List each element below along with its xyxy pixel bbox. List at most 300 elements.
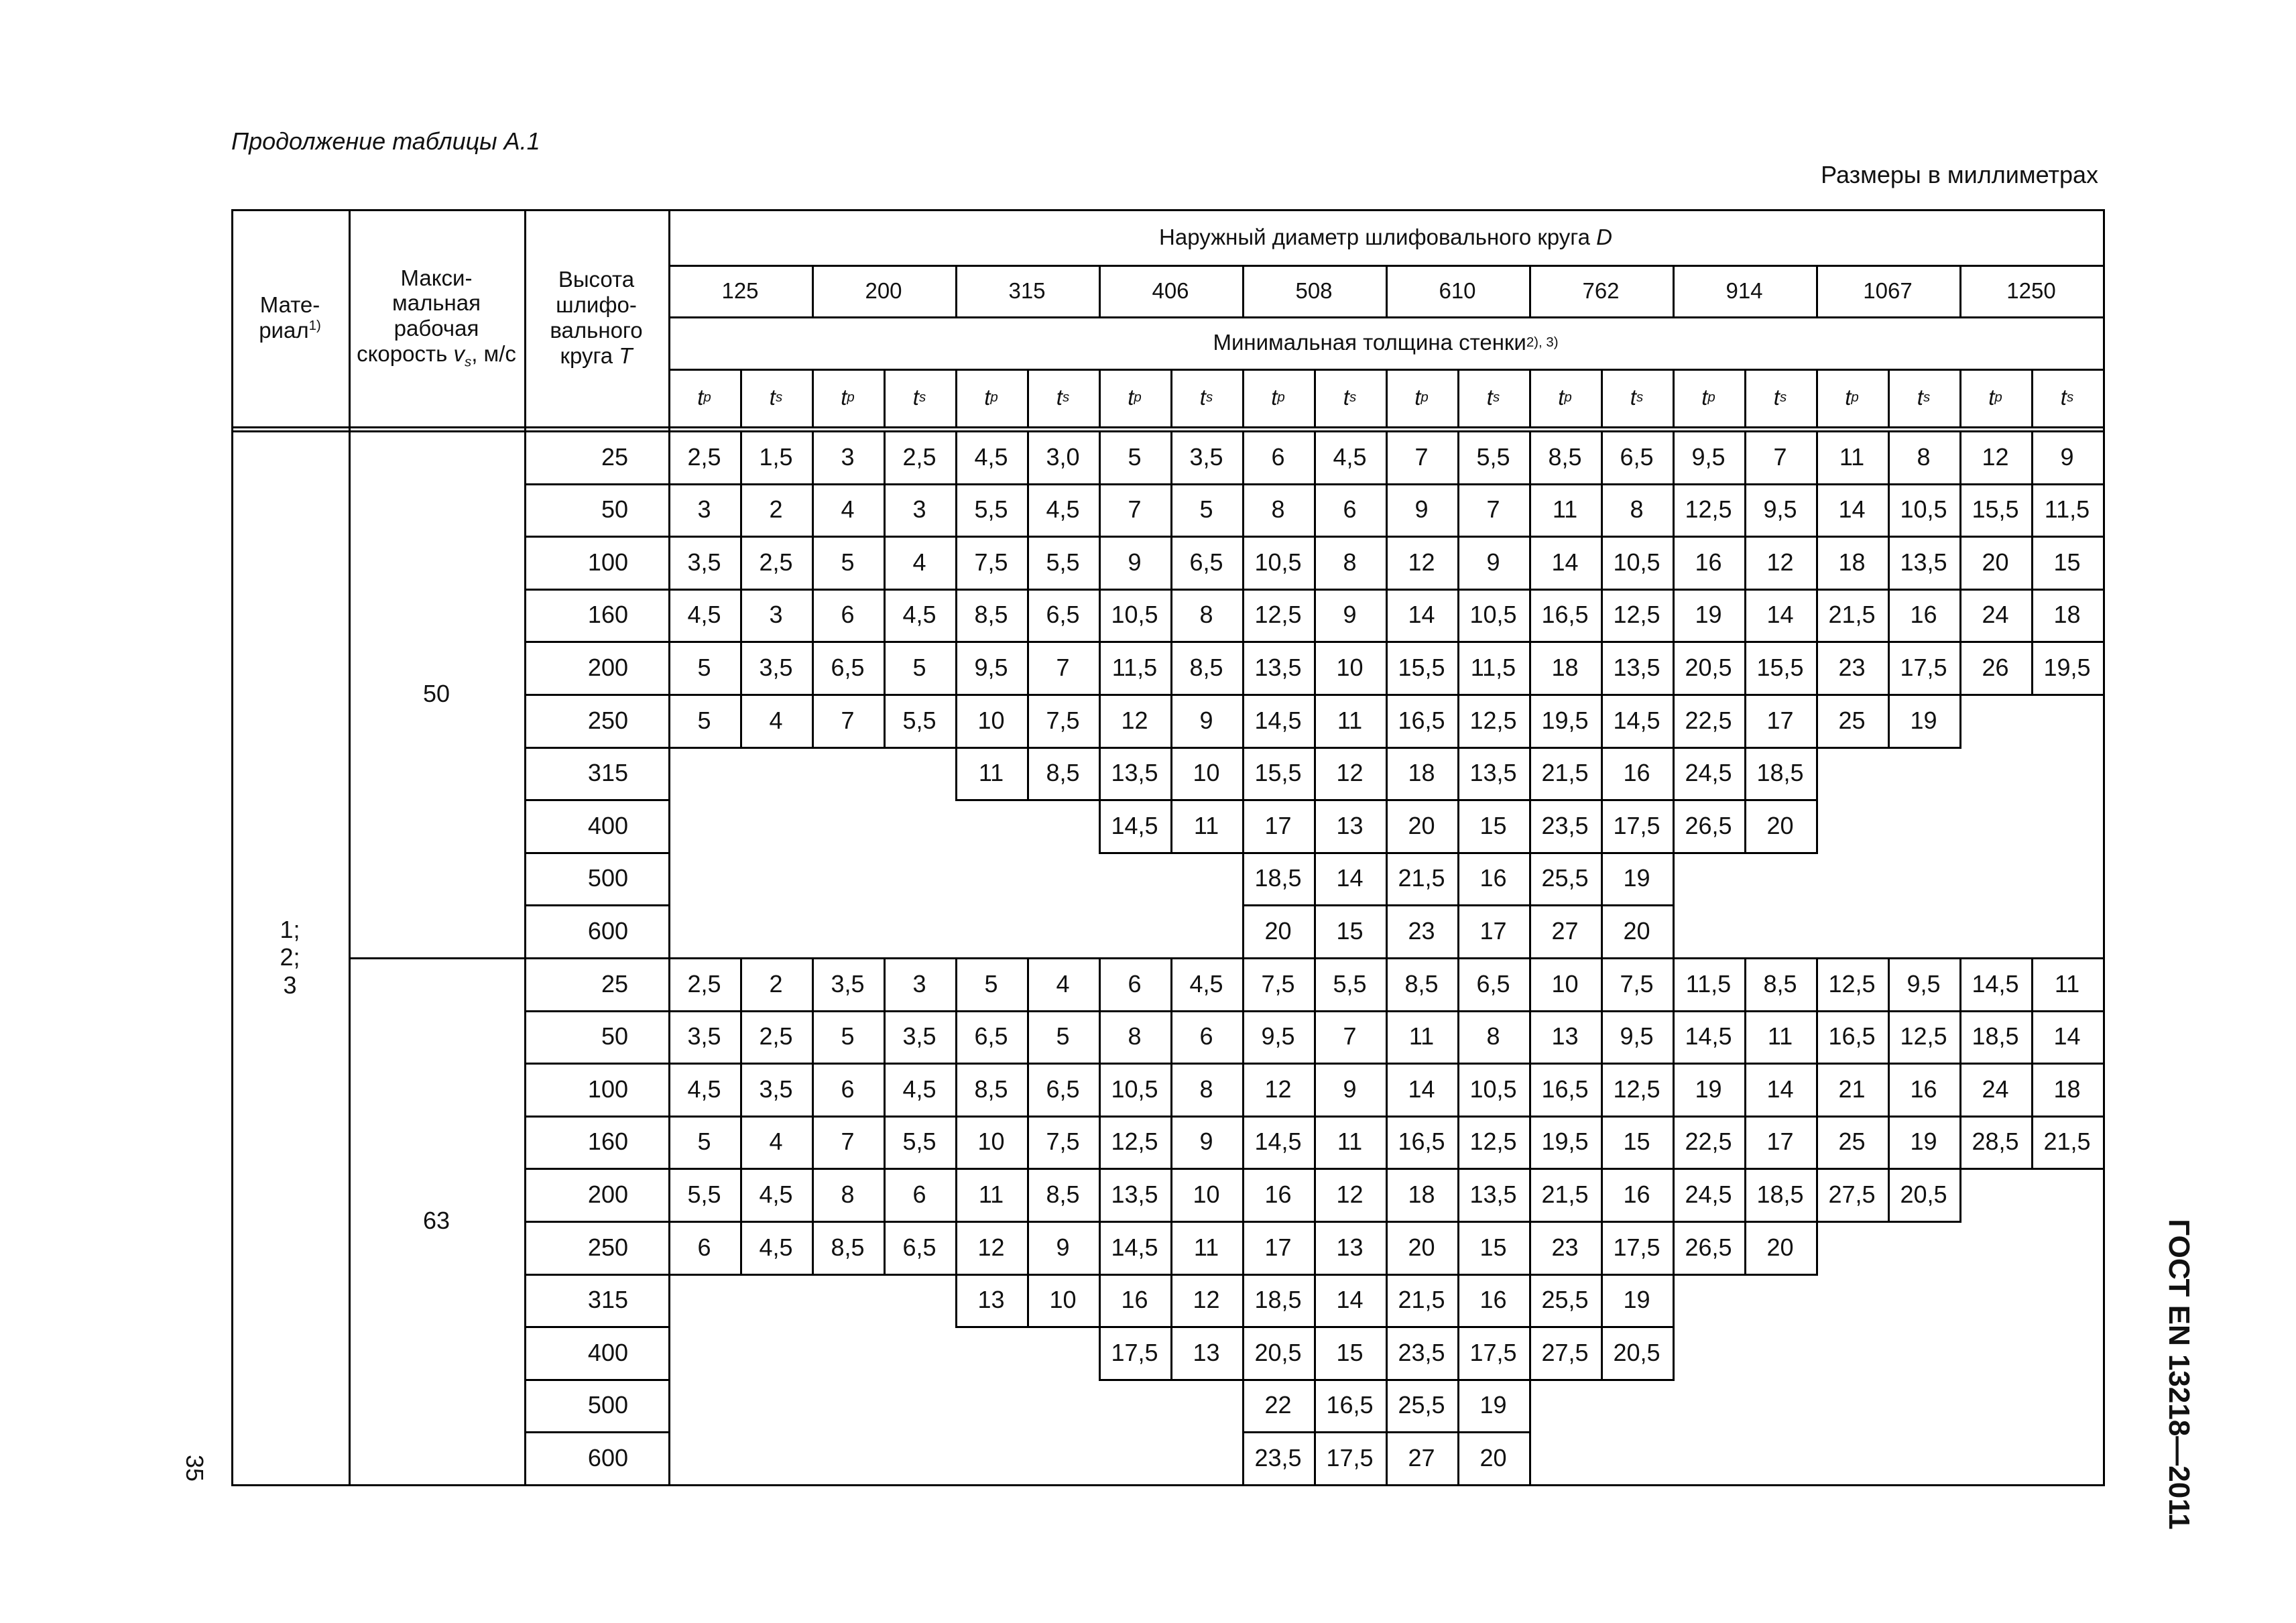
row-rule [812, 430, 886, 432]
cell-rule [1744, 799, 1746, 854]
cell-rule [1242, 1063, 1244, 1118]
diameter-value-text: 1067 [1863, 278, 1913, 303]
row-rule [668, 483, 742, 485]
tp-value-cell [1099, 1221, 1170, 1274]
diameter-value-text: 914 [1726, 278, 1763, 303]
row-rule [1529, 1379, 1603, 1381]
thickness-value: 6 [841, 1075, 855, 1103]
cell-rule [1386, 957, 1388, 1012]
thickness-value: 15,5 [1756, 653, 1804, 681]
thickness-value: 11 [978, 759, 1004, 787]
row-rule [1027, 1326, 1101, 1328]
tp-value-cell [1242, 1168, 1314, 1221]
row-rule [1959, 430, 2033, 432]
cell-rule [884, 430, 886, 485]
thickness-value: 13,5 [1469, 759, 1517, 787]
tp-value-cell [1959, 589, 2031, 642]
header-diameter-value [668, 265, 812, 316]
cell-rule [668, 536, 670, 591]
thickness-value: 11,5 [1470, 653, 1516, 681]
cell-rule [812, 1168, 814, 1223]
ts-value-cell [1744, 1168, 1816, 1221]
cell-rule [1099, 799, 1101, 854]
cell-rule [2103, 957, 2105, 1012]
row-rule [1529, 1010, 1603, 1012]
thickness-value: 11 [1337, 706, 1363, 734]
thickness-value: 16 [1623, 759, 1650, 787]
cell-rule [1314, 1221, 1316, 1276]
thickness-value: 13 [1193, 1338, 1220, 1366]
speed-value: 63 [422, 1207, 450, 1235]
ts-value-cell [1314, 1010, 1386, 1063]
ts-value-cell [1457, 589, 1529, 642]
cell-rule [1673, 852, 1675, 907]
thickness-value: 6 [697, 1233, 711, 1261]
ts-value-cell [1888, 430, 1959, 483]
row-rule [1314, 1116, 1388, 1118]
thickness-value: 6,5 [902, 1233, 936, 1261]
tp-value-cell [955, 1063, 1027, 1116]
header-height-line: круга [560, 343, 613, 368]
tp-value-cell [1959, 1063, 2031, 1116]
thickness-value: 27 [1408, 1443, 1435, 1471]
row-rule [1529, 1221, 1603, 1223]
thickness-value: 21 [1838, 1075, 1866, 1103]
row-rule [1099, 1221, 1172, 1223]
thickness-value: 23 [1838, 653, 1866, 681]
ts-value-cell [1601, 1010, 1673, 1063]
thickness-value: 8,5 [1404, 969, 1439, 998]
ts-value-cell [1744, 1116, 1816, 1168]
thickness-value: 12,5 [1900, 1022, 1947, 1050]
thickness-value: 20 [1408, 811, 1435, 839]
row-rule [812, 1168, 886, 1170]
cell-rule [1027, 1010, 1029, 1065]
sub-column-divider [1744, 369, 1746, 426]
ts-value-cell [1601, 1274, 1673, 1327]
cell-rule [812, 641, 814, 696]
thickness-value: 6 [912, 1180, 926, 1208]
row-rule [740, 430, 814, 432]
ts-value-cell [1170, 799, 1242, 852]
tp-value-cell [1816, 641, 1888, 694]
row-rule [1170, 1379, 1244, 1381]
row-rule [812, 641, 886, 643]
thickness-symbol: t [1701, 385, 1708, 410]
thickness-symbol: t [697, 385, 704, 410]
tp-value-cell [1673, 1221, 1744, 1274]
row-rule [1673, 1010, 1746, 1012]
row-rule [1457, 904, 1531, 906]
cell-rule [1314, 1168, 1316, 1223]
ts-value-cell [884, 641, 955, 694]
cell-rule [1888, 957, 1890, 1012]
ts-value-cell [1601, 641, 1673, 694]
cell-rule [1529, 1168, 1531, 1223]
tp-value-cell [1529, 483, 1601, 536]
header-ts [1027, 369, 1099, 426]
ts-value-cell [1601, 957, 1673, 1010]
cell-rule [884, 1116, 886, 1170]
cell-rule [1099, 1063, 1101, 1118]
ts-value-cell [1601, 536, 1673, 589]
row-rule [1673, 694, 1746, 696]
row-rule [668, 1116, 742, 1118]
thickness-value: 16,5 [1398, 1128, 1445, 1156]
tp-value-cell [812, 1168, 884, 1221]
thickness-value: 10 [1193, 759, 1220, 787]
row-rule [1601, 1010, 1675, 1012]
ts-value-cell [1888, 1010, 1959, 1063]
cell-rule [1242, 536, 1244, 591]
cell-rule [1816, 641, 1818, 696]
thickness-value: 5 [1056, 1022, 1070, 1050]
cell-rule [1242, 904, 1244, 959]
thickness-index: p [847, 389, 855, 406]
ts-value-cell [740, 1221, 812, 1274]
cell-rule [1744, 694, 1746, 749]
thickness-value: 20 [1264, 916, 1292, 945]
thickness-value: 20,5 [1900, 1180, 1947, 1208]
header-tp [1099, 369, 1170, 426]
tp-value-cell [812, 1221, 884, 1274]
cell-rule [1170, 957, 1172, 1012]
ts-value-cell [884, 536, 955, 589]
tp-value-cell [1099, 1063, 1170, 1116]
row-rule [1529, 799, 1603, 801]
thickness-value: 5,5 [974, 495, 1008, 524]
ts-value-cell [1457, 641, 1529, 694]
ts-value-cell [1744, 957, 1816, 1010]
row-rule [524, 904, 668, 906]
thickness-index: s [1492, 389, 1500, 406]
sub-column-divider [1027, 369, 1029, 426]
thickness-value: 12,5 [1469, 706, 1517, 734]
tp-value-cell [812, 536, 884, 589]
header-tp [955, 369, 1027, 426]
tp-value-cell [668, 1010, 740, 1063]
cell-rule [812, 1063, 814, 1118]
cell-rule [1673, 430, 1675, 485]
ts-value-cell [1170, 957, 1242, 1010]
cell-rule [1601, 483, 1603, 538]
ts-value-cell [740, 1063, 812, 1116]
row-rule [1242, 1168, 1316, 1170]
row-rule [1673, 483, 1746, 485]
cell-rule [884, 641, 886, 696]
row-rule [1314, 536, 1388, 538]
cell-rule [1601, 852, 1603, 907]
tp-value-cell [1386, 747, 1457, 800]
cell-rule [1170, 641, 1172, 696]
tp-value-cell [1386, 1168, 1457, 1221]
row-rule [955, 1274, 1029, 1276]
cell-rule [1027, 694, 1029, 749]
row-rule [1242, 536, 1316, 538]
ts-value-cell [1027, 1010, 1099, 1063]
header-diameter-value [812, 265, 955, 316]
row-rule [1099, 483, 1172, 485]
row-rule [812, 483, 886, 485]
cell-rule [1314, 957, 1316, 1012]
cell-rule [1529, 536, 1531, 591]
ts-value-cell [884, 1168, 955, 1221]
header-height [524, 209, 668, 426]
row-rule [1242, 957, 1316, 959]
ts-value-cell [1314, 747, 1386, 800]
row-rule [524, 641, 668, 643]
ts-value-cell [884, 589, 955, 642]
row-rule [2031, 1168, 2105, 1170]
row-rule [884, 1116, 957, 1118]
cell-rule [1027, 430, 1029, 485]
thickness-value: 8,5 [1763, 969, 1797, 998]
cell-rule [1099, 1168, 1101, 1223]
tp-value-cell [812, 694, 884, 747]
ts-value-cell [740, 536, 812, 589]
row-rule [524, 1274, 668, 1276]
cell-rule [1888, 589, 1890, 644]
thickness-value: 11 [1839, 442, 1865, 471]
tp-value-cell [1673, 430, 1744, 483]
cell-rule [1673, 1326, 1675, 1381]
row-rule [524, 852, 668, 854]
cell-rule [1170, 694, 1172, 749]
thickness-value: 8 [1199, 1075, 1213, 1103]
cell-rule [1386, 904, 1388, 959]
row-rule [2031, 694, 2105, 696]
cell-rule [1601, 536, 1603, 591]
thickness-value: 3 [841, 442, 855, 471]
ts-value-cell [1888, 694, 1959, 747]
cell-rule [1242, 957, 1244, 1012]
cell-rule [1242, 430, 1244, 485]
ts-value-cell [1170, 747, 1242, 800]
cell-rule [1027, 1274, 1029, 1329]
height-value: 400 [587, 1338, 628, 1366]
thickness-index: p [1707, 389, 1715, 406]
thickness-value: 18,5 [1254, 1286, 1302, 1314]
diameter-value-text: 508 [1295, 278, 1333, 303]
ts-value-cell [1744, 589, 1816, 642]
row-rule [1099, 1010, 1172, 1012]
row-rule [1027, 957, 1101, 959]
row-rule [1386, 1379, 1459, 1381]
cell-rule [1170, 1116, 1172, 1170]
thickness-value: 14 [1766, 601, 1794, 629]
thickness-value: 11 [1193, 1233, 1219, 1261]
tp-value-cell [1529, 641, 1601, 694]
thickness-value: 10,5 [1111, 601, 1158, 629]
thickness-value: 23,5 [1398, 1338, 1445, 1366]
cell-rule [1314, 536, 1316, 591]
header-tp [1673, 369, 1744, 426]
height-cell [524, 1431, 668, 1484]
sub-column-divider [1170, 369, 1172, 426]
header-diameter-label: Наружный диаметр шлифовального круга [1159, 224, 1590, 249]
ts-value-cell [1601, 852, 1673, 905]
cell-rule [1601, 904, 1603, 959]
thickness-value: 7 [1128, 495, 1142, 524]
thickness-value: 4,5 [1046, 495, 1080, 524]
table-bottom-border [231, 1484, 2105, 1486]
row-rule [668, 1168, 742, 1170]
cell-rule [1673, 1168, 1675, 1223]
diameter-divider [1816, 265, 1818, 316]
cell-rule [1673, 1221, 1675, 1276]
row-rule [1744, 1168, 1818, 1170]
thickness-value: 22,5 [1685, 706, 1732, 734]
thickness-value: 9,5 [1261, 1022, 1295, 1050]
thickness-value: 20 [1766, 811, 1794, 839]
row-rule [524, 1431, 668, 1433]
thickness-value: 12 [1336, 1180, 1364, 1208]
height-value: 500 [587, 1391, 628, 1419]
ts-value-cell [1888, 1063, 1959, 1116]
cell-rule [740, 1221, 742, 1276]
table-left-border [231, 209, 233, 1484]
thickness-value: 20 [1623, 916, 1650, 945]
thickness-value: 13,5 [1613, 653, 1660, 681]
row-rule [1027, 1274, 1101, 1276]
cell-rule [740, 589, 742, 644]
thickness-value: 3 [697, 495, 711, 524]
header-ts [1314, 369, 1386, 426]
cell-rule [812, 589, 814, 644]
diameter-value-text: 125 [721, 278, 759, 303]
ts-value-cell [1027, 536, 1099, 589]
row-rule [1457, 747, 1531, 749]
tp-value-cell [1099, 536, 1170, 589]
tp-value-cell [1673, 1168, 1744, 1221]
thickness-value: 17,5 [1111, 1338, 1158, 1366]
thickness-value: 10 [1049, 1286, 1077, 1314]
cell-rule [1744, 483, 1746, 538]
ts-value-cell [1457, 1379, 1529, 1432]
ts-value-cell [1601, 1168, 1673, 1221]
row-rule [1959, 957, 2033, 959]
thickness-value: 16 [1121, 1286, 1148, 1314]
cell-rule [955, 641, 957, 696]
row-rule [884, 694, 957, 696]
thickness-value: 23 [1551, 1233, 1579, 1261]
tp-value-cell [1386, 904, 1457, 957]
row-rule [1170, 536, 1244, 538]
height-cell [524, 957, 668, 1010]
cell-rule [1816, 1010, 1818, 1065]
cell-rule [812, 536, 814, 591]
cell-rule [1386, 1116, 1388, 1170]
row-rule [1027, 1116, 1101, 1118]
cell-rule [1386, 536, 1388, 591]
header-material-text [259, 292, 321, 343]
ts-value-cell [1314, 852, 1386, 905]
cell-rule [1673, 1010, 1675, 1065]
thickness-value: 4 [769, 1128, 783, 1156]
tp-value-cell [1099, 1168, 1170, 1221]
ts-value-cell [1027, 1221, 1099, 1274]
thickness-value: 20,5 [1613, 1338, 1660, 1366]
thickness-value: 2 [769, 969, 783, 998]
ts-value-cell [1744, 1221, 1816, 1274]
cell-rule [1529, 1221, 1531, 1276]
ts-value-cell [1601, 589, 1673, 642]
row-rule [668, 1221, 742, 1223]
tp-value-cell [955, 1274, 1027, 1327]
row-rule [1242, 1326, 1316, 1328]
height-cell [524, 1168, 668, 1221]
cell-rule [1099, 1221, 1101, 1276]
ts-value-cell [884, 1010, 955, 1063]
row-rule [1744, 1010, 1818, 1012]
height-cell [524, 430, 668, 483]
ts-value-cell [1744, 747, 1816, 800]
header-tp [1959, 369, 2031, 426]
tp-value-cell [1959, 430, 2031, 483]
row-rule [1673, 589, 1746, 591]
cell-rule [1673, 957, 1675, 1012]
thickness-value: 5 [1199, 495, 1213, 524]
ts-value-cell [1314, 1116, 1386, 1168]
cell-rule [1386, 799, 1388, 854]
cell-rule [1242, 799, 1244, 854]
cell-rule [668, 483, 670, 538]
cell-rule [1457, 536, 1459, 591]
thickness-value: 10 [977, 706, 1005, 734]
cell-rule [1959, 483, 1961, 538]
cell-rule [1744, 1010, 1746, 1065]
row-rule [1457, 589, 1531, 591]
thickness-value: 15 [1479, 811, 1507, 839]
ts-value-cell [884, 1063, 955, 1116]
tp-value-cell [1242, 641, 1314, 694]
cell-rule [1027, 589, 1029, 644]
thickness-value: 7,5 [1046, 1128, 1080, 1156]
row-rule [884, 430, 957, 432]
row-rule [2031, 1116, 2105, 1118]
thickness-value: 16 [1479, 864, 1507, 892]
thickness-value: 19 [1910, 1128, 1937, 1156]
ts-value-cell [1027, 1168, 1099, 1221]
thickness-value: 20,5 [1254, 1338, 1302, 1366]
speed-cell [349, 430, 524, 957]
cell-rule [740, 957, 742, 1012]
ts-value-cell [1888, 641, 1959, 694]
thickness-value: 8,5 [974, 601, 1008, 629]
thickness-value: 18 [1838, 548, 1866, 576]
row-rule [1242, 430, 1316, 432]
tp-value-cell [1099, 694, 1170, 747]
tp-value-cell [1386, 1326, 1457, 1379]
diameter-divider [1386, 265, 1388, 316]
cell-rule [955, 1221, 957, 1276]
ts-value-cell [1744, 641, 1816, 694]
row-rule [1457, 852, 1531, 854]
cell-rule [1888, 430, 1890, 485]
thickness-value: 9,5 [1907, 969, 1941, 998]
thickness-value: 16,5 [1828, 1022, 1876, 1050]
height-cell [524, 1010, 668, 1063]
cell-rule [955, 1274, 957, 1329]
thickness-value: 6 [1343, 495, 1357, 524]
thickness-value: 21,5 [1398, 864, 1445, 892]
row-rule [1816, 1116, 1890, 1118]
thickness-value: 12 [1336, 759, 1364, 787]
header-tp [668, 369, 740, 426]
height-cell [524, 1274, 668, 1327]
row-rule [1386, 957, 1459, 959]
row-rule [740, 694, 814, 696]
